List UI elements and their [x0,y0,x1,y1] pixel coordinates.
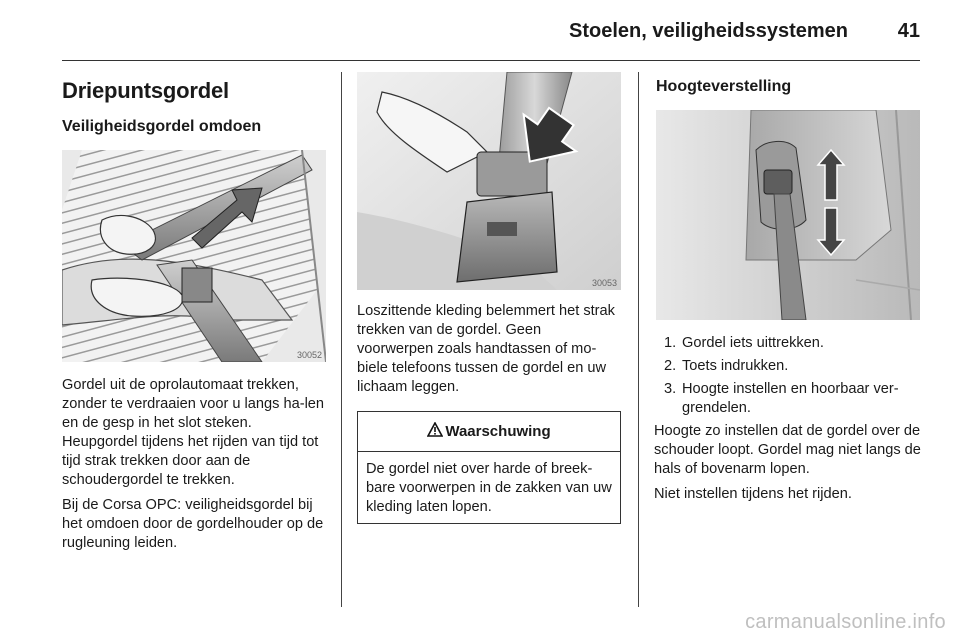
header-divider [62,60,920,61]
section-heading: Hoogteverstelling [656,78,792,95]
watermark: carmanualsonline.info [745,611,946,633]
list-item: 1. Gordel iets uittrekken. [664,335,824,351]
paragraph: Loszittende kleding belemmert het strak trekken van de gordel. Geen voorwerpen zoals handtassen of mo-biele telefoons tussen de gordel en uw lichaam leggen. [357,303,615,395]
figure-height-adjuster [656,110,920,320]
column-3 [656,72,922,510]
warning-text: De gordel niet over harde of breek-bare voorwerpen in de zakken van uw kleding laten lopen. [366,461,612,515]
warning-box [357,411,621,524]
figure-buckle-latch [357,72,621,290]
figure-number: 30052 [296,350,322,360]
section-title: Stoelen, veiligheidssystemen [569,20,848,42]
figure-number: 30053 [591,278,617,288]
column-divider-1 [341,72,342,607]
list-item: 2. Toets indrukken. [664,358,789,374]
page-header [0,0,960,62]
subsection-heading: Veiligheidsgordel omdoen [62,118,262,135]
warning-body [358,452,620,523]
paragraph: Niet instellen tijdens het rijden. [654,486,852,502]
list-item: 3. Hoogte instellen en hoorbaar ver-grendelen. [664,381,899,416]
column-2 [357,72,621,524]
steps-list [656,334,922,418]
warning-header [358,412,620,452]
page-number: 41 [897,20,920,42]
section-heading: Driepuntsgordel [62,78,229,103]
paragraph: Bij de Corsa OPC: veiligheidsgordel bij het omdoen door de gordelhouder op de rugleuning leiden. [62,497,324,551]
paragraph: Hoogte zo instellen dat de gordel over de schouder loopt. Gordel mag niet langs de hals of bovenarm lopen. [654,423,921,477]
column-1 [62,72,326,559]
warning-triangle-icon [427,422,443,441]
warning-title: Waarschuwing [445,423,551,440]
figure-buckling-seatbelt [62,150,326,362]
column-divider-2 [638,72,639,607]
paragraph: Gordel uit de oprolautomaat trekken, zonder te verdraaien voor u langs ha-len en de gesp in het slot steken. Heupgordel tijdens het rijden van tijd tot tijd strak trekken door aan de schoudergordel te trekken. [62,377,325,488]
